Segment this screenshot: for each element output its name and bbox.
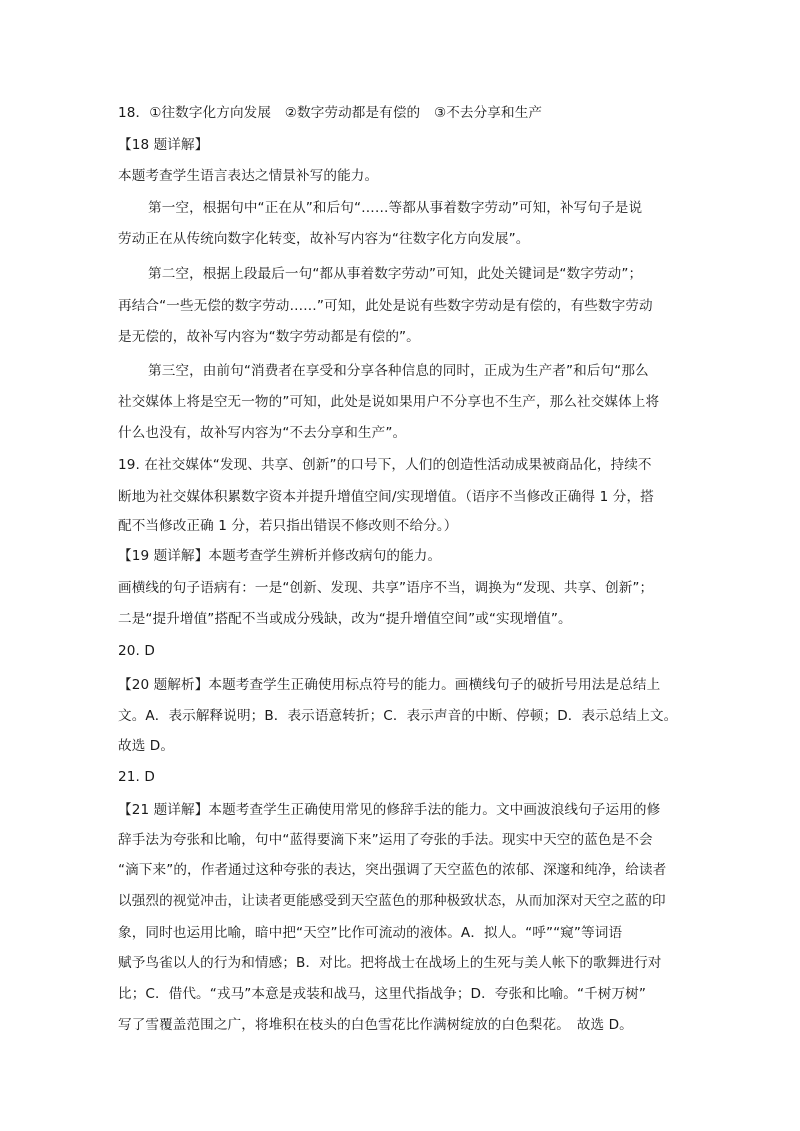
q19-body-line: 二是“提升增值”搭配不当或成分残缺，改为“提升增值空间”或“实现增值”。 [118,611,572,627]
q20-body-line: 文。A．表示解释说明；B．表示语意转折；C．表示声音的中断、停顿；D．表示总结上文。 [118,708,678,724]
q21-body-line: 象，同时也运用比喻，暗中把“天空”比作可流动的液体。A．拟人。“呼”“窥”等词语 [118,925,623,941]
q21-answer: 21. D [118,769,155,785]
q18-p2-line: 是无偿的，故补写内容为“数字劳动都是有偿的”。 [118,329,420,345]
q21-body-line: 比；C．借代。“戎马”本意是戎装和战马，这里代指战争；D．夸张和比喻。“千树万树” [118,986,647,1002]
q18-p3-line: 什么也没有，故补写内容为“不去分享和生产”。 [118,425,407,441]
q18-p3-line: 社交媒体上将是空无一物的”可知，此处是说如果用户不分享也不生产，那么社交媒体上将 [118,394,660,410]
q18-p2-line: 第二空，根据上段最后一句“都从事着数字劳动”可知，此处关键词是“数字劳动”； [148,266,643,282]
q21-body-line: “滴下来”的，作者通过这种夸张的表达，突出强调了天空蓝色的浓郁、深邃和纯净，给读者 [118,862,667,878]
q21-body-line: 赋予鸟雀以人的行为和情感；B．对比。把将战士在战场上的生死与美人帐下的歌舞进行对 [118,955,662,971]
q20-answer: 20. D [118,643,155,659]
q21-body-line: 辞手法为夸张和比喻，句中“蓝得要滴下来”运用了夸张的手法。现实中天空的蓝色是不会 [118,832,653,848]
q20-body-line: 故选 D。 [118,738,175,754]
q19-heading: 【19 题详解】本题考查学生辨析并修改病句的能力。 [118,548,442,564]
q18-intro: 本题考查学生语言表达之情景补写的能力。 [118,168,379,184]
q19-answer-line: 19. 在社交媒体“发现、共享、创新”的口号下，人们的创造性活动成果被商品化，持续不 [118,457,652,473]
q19-answer-line: 断地为社交媒体积累数字资本并提升增值空间/实现增值。（语序不当修改正确得 1 分，搭 [118,489,654,505]
q21-body-line: 【21 题详解】本题考查学生正确使用常见的修辞手法的能力。文中画波浪线句子运用的修 [118,802,661,818]
q20-body-line: 【20 题解析】本题考查学生正确使用标点符号的能力。画横线句子的破折号用法是总结上 [118,677,661,693]
q18-p2-line: 再结合“一些无偿的数字劳动……”可知，此处是说有些数字劳动是有偿的，有些数字劳动 [118,298,653,314]
q18-p1-line: 劳动正在从传统向数字化转变，故补写内容为“往数字化方向发展”。 [118,231,530,247]
q18-p1-line: 第一空，根据句中“正在从”和后句“……等都从事着数字劳动”可知，补写句子是说 [148,200,643,216]
q18-answer: 18．①往数字化方向发展 ②数字劳动都是有偿的 ③不去分享和生产 [118,105,543,121]
q18-heading: 【18 题详解】 [118,137,209,153]
q19-answer-line: 配不当修改正确 1 分，若只指出错误不修改则不给分。） [118,518,458,534]
q21-body-line: 以强烈的视觉冲击，让读者更能感受到天空蓝色的那种极致状态，从而加深对天空之蓝的印 [118,893,666,909]
q18-p3-line: 第三空，由前句“消费者在享受和分享各种信息的同时，正成为生产者”和后句“那么 [148,363,649,379]
q19-body-line: 画横线的句子语病有：一是“创新、发现、共享”语序不当，调换为“发现、共享、创新”； [118,580,654,596]
q21-body-line: 写了雪覆盖范围之广，将堆积在枝头的白色雪花比作满树绽放的白色梨花。 故选 D。 [118,1017,633,1033]
